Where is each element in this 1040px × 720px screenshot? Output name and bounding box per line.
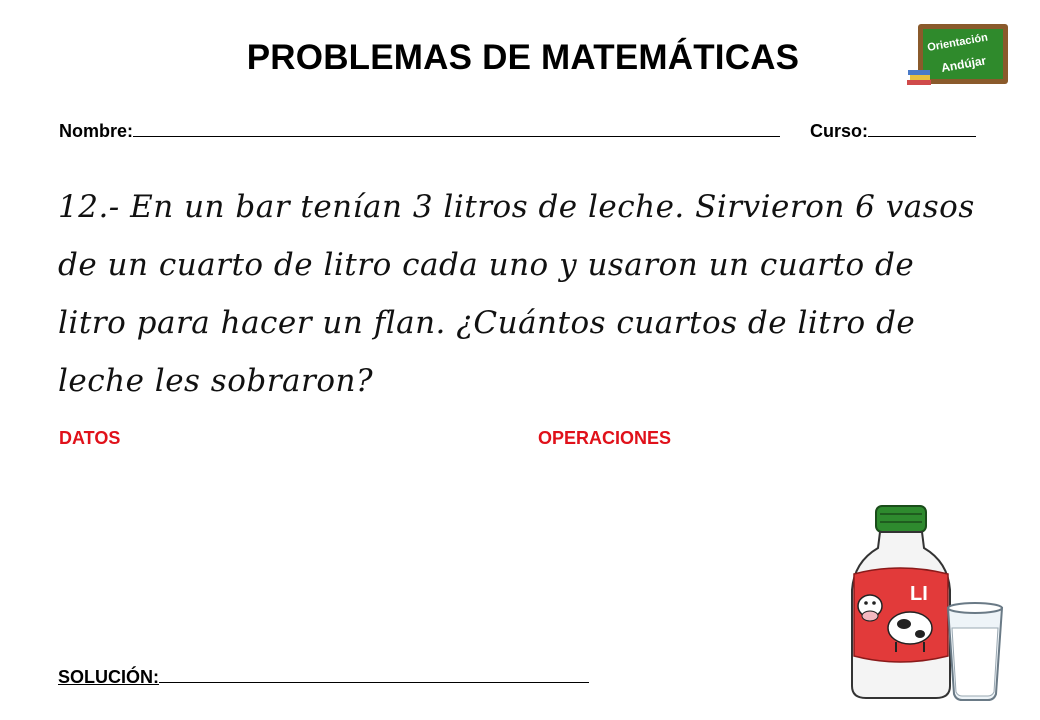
svg-text:LI: LI — [910, 583, 928, 605]
page-title: PROBLEMAS DE MATEMÁTICAS — [246, 38, 800, 77]
problem-line: de un cuarto de litro cada uno y usaron un cuarto de — [58, 247, 915, 283]
problem-line: leche les sobraron? — [58, 363, 374, 399]
curso-blank[interactable] — [868, 118, 976, 137]
nombre-blank[interactable] — [133, 118, 780, 137]
svg-text:Andújar: Andújar — [940, 53, 988, 75]
milk-bottle-and-glass-illustration — [844, 500, 1014, 706]
nombre-field[interactable] — [59, 118, 780, 142]
nombre-label: Nombre: — [59, 121, 134, 141]
curso-field[interactable] — [810, 118, 976, 142]
problem-statement — [58, 178, 978, 410]
problem-line: 12.- En un bar tenían 3 litros de leche. Sirvieron 6 vasos — [58, 189, 975, 225]
orientacion-andujar-logo — [906, 22, 1010, 88]
svg-text:Orientación: Orientación — [926, 31, 989, 54]
solucion-blank[interactable] — [159, 664, 589, 683]
solucion-field[interactable] — [58, 664, 589, 688]
problem-line: litro para hacer un flan. ¿Cuántos cuartos de litro de — [58, 305, 916, 341]
operaciones-heading: OPERACIONES — [538, 428, 672, 448]
datos-heading: DATOS — [59, 428, 121, 448]
solucion-label: SOLUCIÓN: — [58, 667, 159, 687]
curso-label: Curso: — [810, 121, 868, 141]
